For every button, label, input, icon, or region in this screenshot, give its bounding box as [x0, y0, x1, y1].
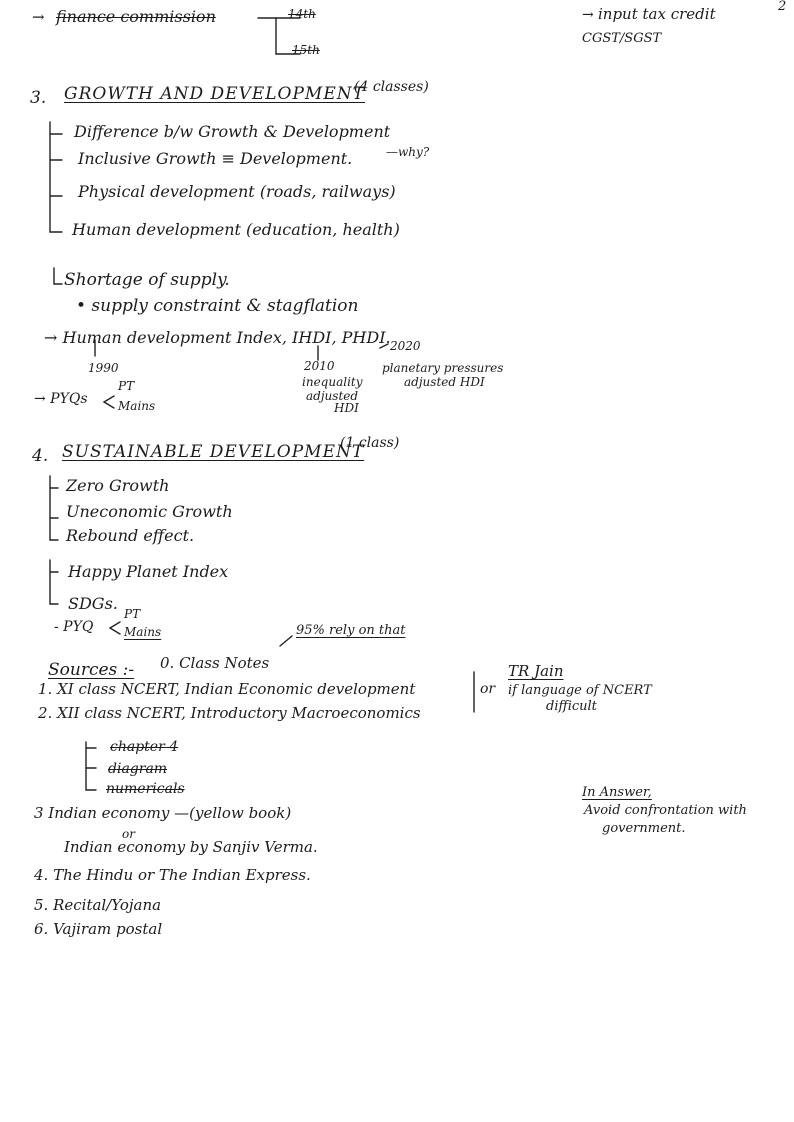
supply-line: • supply constraint & stagflation — [76, 296, 359, 316]
sources-item-2: 2. XII class NCERT, Introductory Macroeconomics — [38, 704, 421, 722]
section4-item-2: Uneconomic Growth — [66, 502, 233, 521]
arrow-icon: → — [32, 8, 45, 26]
struck-item-2: diagram — [108, 761, 168, 777]
section3-title: GROWTH AND DEVELOPMENT — [64, 84, 365, 104]
alt-title: TR Jain — [508, 662, 564, 680]
section3-number: 3. — [30, 88, 47, 108]
rely-note: 95% rely on that — [296, 623, 406, 638]
answer-note-line-1: Avoid confrontation with — [584, 803, 747, 818]
section3-item-2: Inclusive Growth ≡ Development. — [78, 149, 353, 168]
section4-duration: (1 class) — [340, 435, 400, 451]
sources-heading: Sources :- — [48, 660, 135, 680]
phdi-note-1: planetary pressures — [382, 361, 504, 375]
sources-item-3-or: or — [122, 827, 135, 841]
arrow-icon: → — [582, 7, 594, 23]
sources-item-6: 6. Vajiram postal — [34, 920, 163, 938]
year-1990: 1990 — [88, 361, 119, 375]
ihdi-note-3: HDI — [334, 401, 359, 415]
section4-item-1: Zero Growth — [66, 476, 170, 495]
section4-item-5: SDGs. — [68, 594, 118, 613]
sub-top: 14th — [288, 7, 316, 21]
alt-note-2: difficult — [546, 699, 597, 714]
section3-item-4: Human development (education, health) — [72, 220, 400, 239]
pyq4-pt: PT — [124, 607, 141, 621]
section3-item-3: Physical development (roads, railways) — [78, 182, 396, 201]
section4-item-4: Happy Planet Index — [68, 562, 229, 581]
pyq-pt: PT — [118, 379, 135, 393]
section4-item-3: Rebound effect. — [66, 526, 195, 545]
section3-item-1: Difference b/w Growth & Development — [74, 122, 391, 141]
ihdi-note-2: adjusted — [306, 389, 359, 403]
sources-item-1: 1. XI class NCERT, Indian Economic development — [38, 680, 416, 698]
sources-zero: 0. Class Notes — [160, 654, 270, 672]
shortage-line: Shortage of supply. — [64, 270, 230, 290]
struck-item-3: numericals — [106, 781, 185, 797]
pyq4-label: - PYQ — [54, 619, 94, 635]
answer-note-line-2: government. — [602, 821, 686, 836]
sources-item-4: 4. The Hindu or The Indian Express. — [34, 866, 311, 884]
year-2010: 2010 — [304, 359, 335, 373]
sources-item-3-alt: Indian economy by Sanjiv Verma. — [64, 838, 318, 856]
sources-item-3: 3 Indian economy —(yellow book) — [34, 804, 292, 822]
page-number: 2 — [778, 0, 787, 14]
pyq-label: → PYQs — [34, 391, 88, 407]
ihdi-note-1: inequality — [302, 375, 363, 389]
right-item-1: input tax credit — [598, 5, 716, 23]
or-label: or — [480, 681, 496, 697]
sources-item-5: 5. Recital/Yojana — [34, 896, 162, 914]
prev-topic: finance commission — [56, 7, 216, 26]
year-2020: 2020 — [390, 339, 421, 353]
struck-item-1: chapter 4 — [110, 739, 179, 755]
section3-item-2-note: —why? — [386, 145, 430, 159]
section3-duration: (4 classes) — [354, 79, 429, 95]
pyq-mains: Mains — [118, 399, 156, 413]
pyq4-mains: Mains — [124, 625, 162, 639]
phdi-note-2: adjusted HDI — [404, 375, 485, 389]
alt-note-1: if language of NCERT — [508, 683, 652, 698]
section4-title: SUSTAINABLE DEVELOPMENT — [62, 442, 365, 462]
sub-bottom: 15th — [292, 43, 320, 57]
answer-note-title: In Answer, — [582, 785, 652, 800]
right-item-2: CGST/SGST — [582, 31, 662, 46]
section4-number: 4. — [32, 446, 49, 466]
hdi-line: → Human development Index, IHDI, PHDI. — [44, 328, 391, 347]
